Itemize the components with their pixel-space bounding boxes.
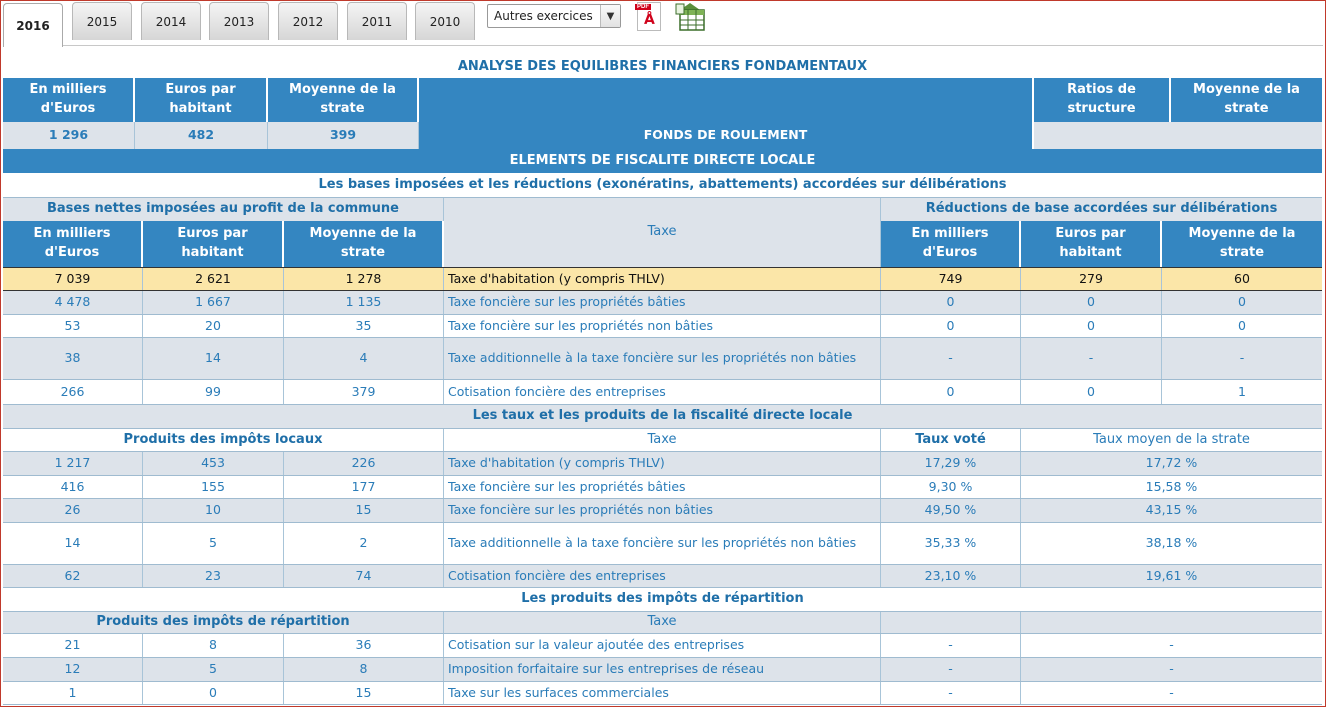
tab-2015[interactable]: 2015 xyxy=(72,2,132,40)
header-euros-habitant: Euros par habitant xyxy=(135,78,268,122)
exercise-select-value: Autres exercices xyxy=(494,9,593,23)
header-moyenne-strate-ratio: Moyenne de la strate xyxy=(1171,78,1322,122)
year-tab-bar xyxy=(3,0,1323,46)
header-ratios-structure: Ratios de structure xyxy=(1034,78,1171,122)
chevron-down-icon: ▼ xyxy=(600,5,620,27)
table-row: 21 8 36 Cotisation sur la valeur ajoutée des entreprises - - xyxy=(3,634,1322,658)
table-row: 1 217 453 226 Taxe d'habitation (y compris THLV) 17,29 % 17,72 % xyxy=(3,452,1322,476)
tab-2013[interactable]: 2013 xyxy=(209,2,269,40)
table-row: 53 20 35 Taxe foncière sur les propriétés non bâties 0 0 0 xyxy=(3,315,1322,338)
header-milliers-euros: En milliers d'Euros xyxy=(3,78,135,122)
table-row: 7 039 2 621 1 278 Taxe d'habitation (y compris THLV) 749 279 60 xyxy=(3,267,1322,291)
tab-2011[interactable]: 2011 xyxy=(347,2,407,40)
table-row: 4 478 1 667 1 135 Taxe foncière sur les propriétés bâties 0 0 0 xyxy=(3,291,1322,315)
table-row: 416 155 177 Taxe foncière sur les propriétés bâties 9,30 % 15,58 % xyxy=(3,476,1322,499)
tab-2012[interactable]: 2012 xyxy=(278,2,338,40)
table-row: 1 0 15 Taxe sur les surfaces commerciales - - xyxy=(3,682,1322,705)
table-row: 62 23 74 Cotisation foncière des entreprises 23,10 % 19,61 % xyxy=(3,565,1322,588)
table-row: 14 5 2 Taxe additionnelle à la taxe foncière sur les propriétés non bâties 35,33 % 38,18 % xyxy=(3,523,1322,565)
fiscalite-title: ELEMENTS DE FISCALITE DIRECTE LOCALE xyxy=(3,149,1322,173)
pdf-icon[interactable]: PDF Å xyxy=(637,2,661,31)
header-blank xyxy=(419,78,1034,122)
spreadsheet-icon[interactable] xyxy=(674,0,706,32)
table-row: 266 99 379 Cotisation foncière des entreprises 0 0 1 xyxy=(3,380,1322,405)
bases-title: Les bases imposées et les réductions (exonératins, abattements) accordées sur délibérations xyxy=(318,176,1007,192)
table-row: 38 14 4 Taxe additionnelle à la taxe foncière sur les propriétés non bâties - - - xyxy=(3,338,1322,380)
header-moyenne-strate: Moyenne de la strate xyxy=(268,78,419,122)
tab-2014[interactable]: 2014 xyxy=(141,2,201,40)
taux-vote-header: Taux voté xyxy=(881,429,1021,451)
tab-2010[interactable]: 2010 xyxy=(415,2,475,40)
bases-right-group: Réductions de base accordées sur délibérations xyxy=(881,198,1322,221)
equilibres-title: ANALYSE DES EQUILIBRES FINANCIERS FONDAMENTAUX xyxy=(457,58,868,74)
repartition-title: Les produits des impôts de répartition xyxy=(521,591,804,607)
table-row: 1 296 482 399 FONDS DE ROULEMENT xyxy=(3,122,1322,149)
bases-left-group: Bases nettes imposées au profit de la commune xyxy=(3,198,444,221)
table-row: 26 10 15 Taxe foncière sur les propriétés non bâties 49,50 % 43,15 % xyxy=(3,499,1322,523)
tab-2016[interactable]: 2016 xyxy=(3,3,63,47)
taux-moyen-header: Taux moyen de la strate xyxy=(1093,431,1250,447)
repartition-left-group: Produits des impôts de répartition xyxy=(3,612,444,633)
bases-tax-header: Taxe xyxy=(444,198,881,267)
fonds-roulement-label: FONDS DE ROULEMENT xyxy=(419,122,1034,149)
exercise-select[interactable] xyxy=(487,4,621,28)
taux-left-group: Produits des impôts locaux xyxy=(3,429,444,451)
pdf-icon-label: PDF xyxy=(637,4,649,10)
table-row: 12 5 8 Imposition forfaitaire sur les entreprises de réseau - - xyxy=(3,658,1322,682)
taux-title: Les taux et les produits de la fiscalité directe locale xyxy=(472,408,853,424)
